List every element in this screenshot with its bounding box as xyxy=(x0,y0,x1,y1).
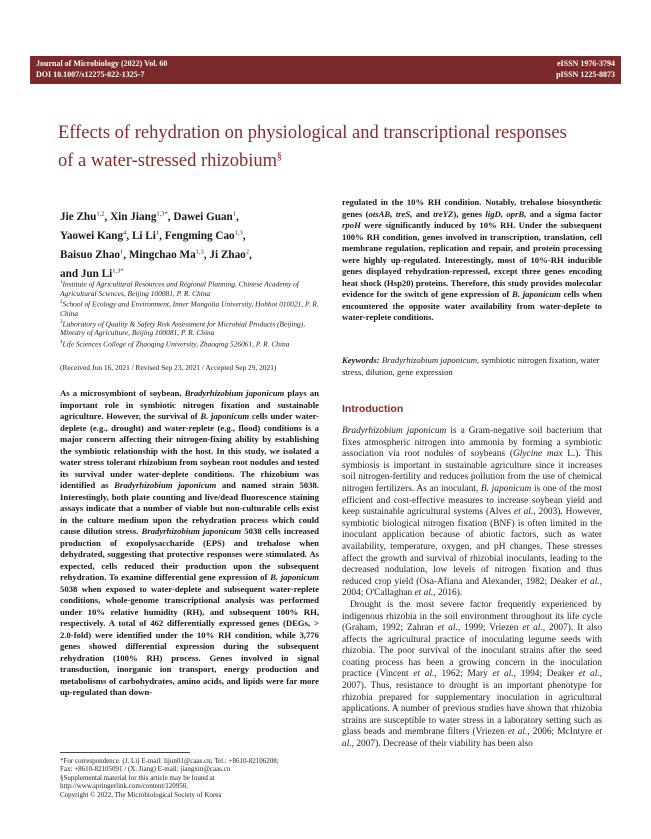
keywords: Keywords: Bradyrhizobium japonicum, symbiotic nitrogen fixation, water stress, dilution, gene expression xyxy=(342,355,600,377)
author: Ji Zhao$^2$, xyxy=(209,248,252,262)
footnotes xyxy=(60,757,320,799)
author: Fengming Cao$^{1,3}$, xyxy=(164,229,246,242)
affiliation: $^2$School of Ecology and Environment, Inner Mongolia University, Hohhot 010021, P. R. China xyxy=(60,299,319,318)
section-heading-introduction: Introduction xyxy=(342,403,404,415)
author: Jie Zhu$^{1,2}$, xyxy=(60,210,111,223)
copyright: Copyright © 2022, The Microbiological Society of Korea xyxy=(60,790,222,799)
article-title xyxy=(58,122,618,173)
author: Li Li$^1$, xyxy=(131,229,165,242)
introduction-body xyxy=(342,426,602,751)
correspondence-fax: Fax: +8610-82105091 / (X. Jiang) E-mail: jiangxin@caas.cn xyxy=(60,765,231,774)
affiliation: $^4$Life Sciences College of Zhaoqing University, Zhaoqing 526061, P. R. China xyxy=(60,339,290,349)
abstract-column-right: regulated in the 10% RH condition. Notably, trehalose biosynthetic genes (otsAB, treS, and treYZ), genes ligD, oprB, and a sigma factor rpoH were significantly induced by 10% RH. Under the subsequent 100% RH condition, genes involved in transcription, translation, cell membrane regulation, replication and repair, and protein processing were highly up-regulated. Interestingly, most of 10%-RH inducible genes displayed rehydration-repressed, except three genes encoding heat shock (Hsp20) proteins. Therefore, this study provides molecular evidence for the switch of gene expression of B. japonicum cells when encountered the opposite water availability from water-deplete to water-replete conditions. xyxy=(342,197,603,322)
received-dates: (Received Jun 16, 2021 / Revised Sep 23, 2021 / Accepted Sep 29, 2021) xyxy=(60,363,277,372)
affiliation: $^3$Laboratory of Quality & Safety Risk Assessment for Microbial Products (Beijing), Ministry of Agriculture, Beijing 100081, P. R. China xyxy=(60,319,306,338)
abstract-column-left: As a microsymbiont of soybean, Bradyrhizobium japonicum plays an important role in symbiotic nitrogen fixation and sustainable agriculture. However, the survival of B. japonicum cells under water-deplete (e.g., drought) and water-replete (e.g., flood) conditions is a major concern affecting their nitrogen-fixing ability by establishing the symbiotic relationship with the host. In this study, we isolated a water stress tolerant rhizobium from soybean root nodules and tested its survival under water-deplete conditions. The rhizobium was identified as Bradyrhizobium japonicum and named strain 5038. Interestingly, both plate counting and live/dead fluorescence staining assays indicate that a number of viable but non-culturable cells exist in the culture medium upon the rehydration process which could cause dilution stress. Bradyrhizobium japonicum 5038 cells increased production of exopolysaccharide (EPS) and trehalose when dehydrated, suggesting that protective responses were stimulated. As expected, cells reduced their production upon the subsequent rehydration. To examine differential gene expression of B. japonicum 5038 when exposed to water-deplete and subsequent water-replete conditions, whole-genome transcriptional analysis was performed under 10% relative humidity (RH), and subsequent 100% RH, respectively. A total of 462 differentially expressed genes (DEGs, > 2.0-fold) were identified under the 10% RH condition, while 3,776 genes showed differential expression during the subsequent rehydration (100% RH) process. Genes involved in signal transduction, inorganic ion transport, energy production and metabolisms of carbohydrates, amino acids, and lipids were far more up-regulated than down- xyxy=(60,388,320,697)
paragraph: Drought is the most severe factor frequently experienced by indigenous rhizobia in the soil environment throughout its life cycle (Graham, 1992; Zahran et al., 1999; Vriezen et al., 2007). It also affects the agricultural practice of inoculating legume seeds with rhizobia. The poor survival of the inoculant strains after the seed coating process has been a growing concern in the inoculation practice (Vincent et al., 1962; Mary et al., 1994; Deaker et al., 2007). Thus, resistance to drought is an important phenotype for rhizobia prepared for supplementary inoculation in agricultural applications. A number of previous studies have shown that rhizobia strains are susceptible to water stress in a laboratory setting such as glass beads and membrane filters (Vriezen et al., 2006; McIntyre et al., 2007). Decrease of their viability has been also xyxy=(342,599,603,750)
journal-header-bar xyxy=(30,56,621,84)
affiliation: $^1$Institute of Agricultural Resources and Regional Planning, Chinese Academy of Agricultural Sciences, Beijing 100081, P. R. China xyxy=(60,279,299,298)
author: Baisuo Zhao$^1$, xyxy=(60,248,129,262)
footnote-divider xyxy=(60,752,190,753)
author: Mingchao Ma$^{1,3}$, xyxy=(128,248,210,262)
supplemental-link[interactable]: http://www.springerlink.com/content/120956. xyxy=(60,782,189,791)
author: Yaowei Kang$^4$, xyxy=(60,229,132,242)
keywords-label: Keywords: xyxy=(342,355,380,365)
title-line-2: of a water-stressed rhizobium xyxy=(58,151,277,172)
eissn: eISSN 1976-3794 xyxy=(556,59,615,68)
paragraph: Bradyrhizobium japonicum is a Gram-negative soil bacterium that fixes atmospheric nitrogen into ammonia by forming a symbiotic association via root nodules of soybeans (Glycine max L.). This symbiosis is important in sustainable agriculture since it increases soil nitrogen-fertility and reduces pollution from the use of chemical nitrogen fertilizers. As an inoculant, B. japonicum is one of the most efficient and cost-effective measures to increase soybean yield and keep sustainable agricultural systems (Alves et al., 2003). However, symbiotic biological nitrogen fixation (BNF) is often limited in the inoculant application because of abiotic factors, such as water availability, temperature, oxygen, and pH changes. These stresses affect the growth and survival of rhizobial inoculants, leading to the decreased nodulation, low levels of nitrogen fixation and thus reduced crop yield (Osa-Afiana and Alexander, 1982; Deaker et al., 2004; O'Callaghan et al., 2016). xyxy=(342,426,603,599)
issn-info xyxy=(556,59,615,80)
author: Dawei Guan$^1$, xyxy=(173,210,239,223)
pissn: pISSN 1225-8873 xyxy=(556,69,615,79)
title-line-1: Effects of rehydration on physiological and transcriptional responses xyxy=(58,123,567,143)
journal-volume: Journal of Microbiology (2022) Vol. 60 xyxy=(36,59,168,68)
affiliations xyxy=(60,278,320,348)
author: and Jun $Li^{1,3*}$ xyxy=(60,267,124,281)
correspondence-note: *For correspondence. (J. Li) E-mail: lijun01@caas.cn; Tel.: +8610-82106208; xyxy=(60,757,279,765)
author: Xin Jiang$^{1,3*}$, xyxy=(110,210,174,223)
author-list xyxy=(60,206,300,283)
journal-doi: DOI 10.1007/s12275-022-1325-7 xyxy=(36,69,145,79)
supplemental-note: §Supplemental material for this article may be found at xyxy=(60,773,215,782)
title-mark: § xyxy=(276,151,282,162)
journal-info xyxy=(36,59,167,80)
